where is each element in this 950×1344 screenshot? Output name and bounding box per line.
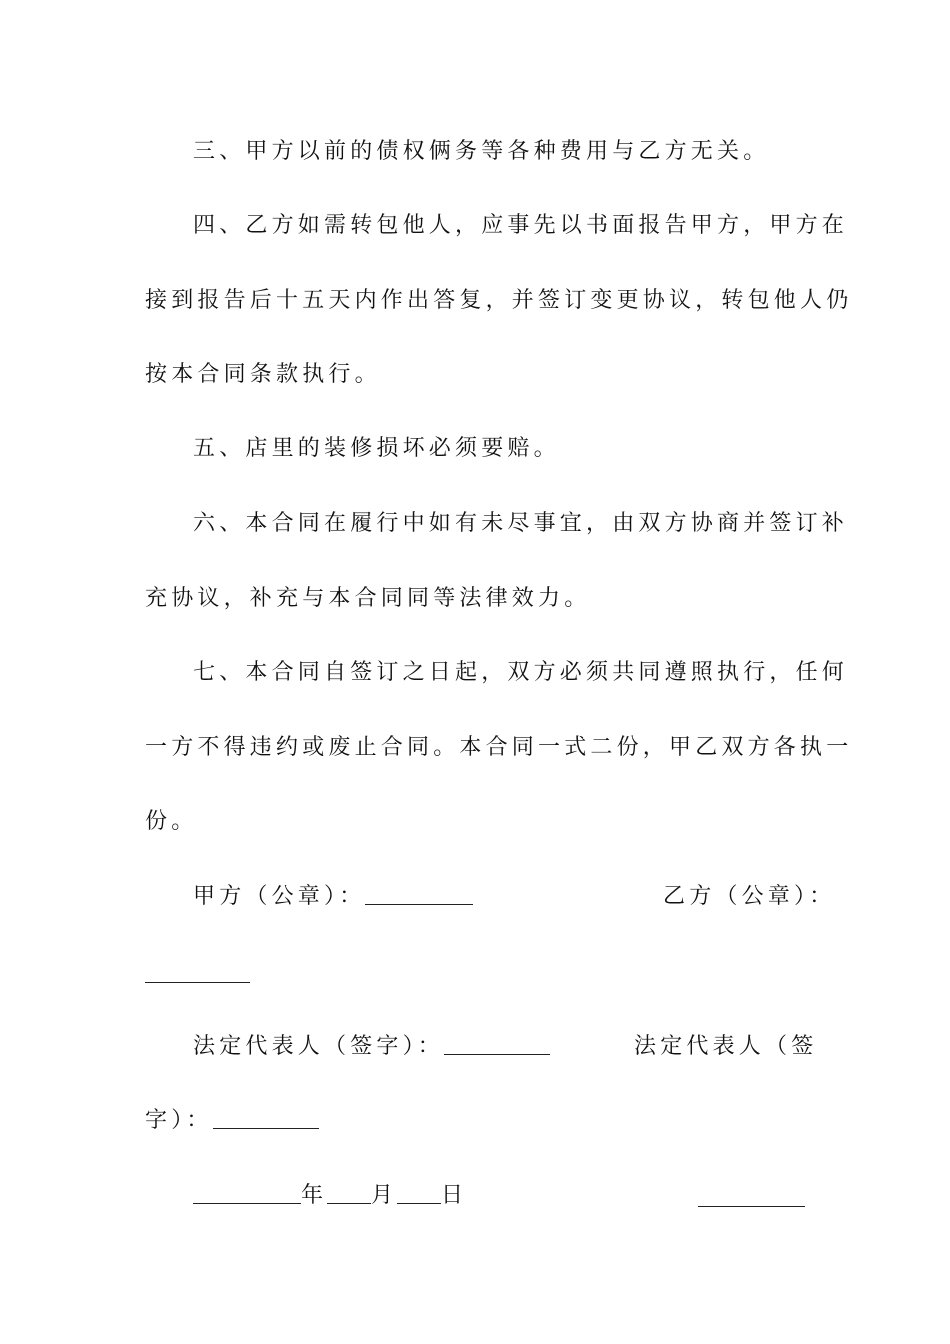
rep-b-signature-blank[interactable] [213,1108,319,1129]
clause-6-line-1: 六、本合同在履行中如有未尽事宜，由双方协商并签订补 [193,511,849,536]
day-blank[interactable] [397,1183,441,1204]
rep-a-signature-blank[interactable] [444,1034,550,1055]
date-row [193,1181,467,1211]
clause-5: 五、店里的装修损坏必须要赔。 [193,436,560,461]
rep-b-row [145,1106,319,1136]
clause-7-line-1: 七、本合同自签订之日起，双方必须共同遵照执行，任何 [193,660,849,685]
party-a-seal-label: 甲方（公章）： [193,884,366,909]
year-label: 年 [301,1183,328,1208]
party-a-seal-row [193,882,473,912]
month-blank[interactable] [327,1183,371,1204]
month-label: 月 [371,1183,398,1208]
clause-7-line-3: 份。 [145,809,198,834]
clause-7-line-2: 一方不得违约或废止合同。本合同一式二份，甲乙双方各执一 [145,735,853,760]
party-b-date-blank[interactable] [698,1205,805,1207]
clause-6-line-2: 充协议，补充与本合同同等法律效力。 [145,586,591,611]
clause-4-line-2: 接到报告后十五天内作出答复，并签订变更协议，转包他人仍 [145,288,853,313]
rep-b-label-line-1: 法定代表人（签 [634,1034,818,1059]
party-b-seal-label: 乙方（公章）： [663,884,836,909]
rep-a-row [193,1032,550,1062]
rep-a-label: 法定代表人（签字）： [193,1034,445,1059]
party-a-seal-blank[interactable] [365,884,473,905]
year-blank[interactable] [193,1183,301,1204]
rep-b-label-line-2: 字）： [145,1108,213,1133]
clause-4-line-3: 按本合同条款执行。 [145,362,381,387]
party-b-seal-blank[interactable] [145,981,250,983]
day-label: 日 [441,1183,468,1208]
clause-4-line-1: 四、乙方如需转包他人，应事先以书面报告甲方，甲方在 [193,213,849,238]
clause-3: 三、甲方以前的债权俩务等各种费用与乙方无关。 [193,139,770,164]
